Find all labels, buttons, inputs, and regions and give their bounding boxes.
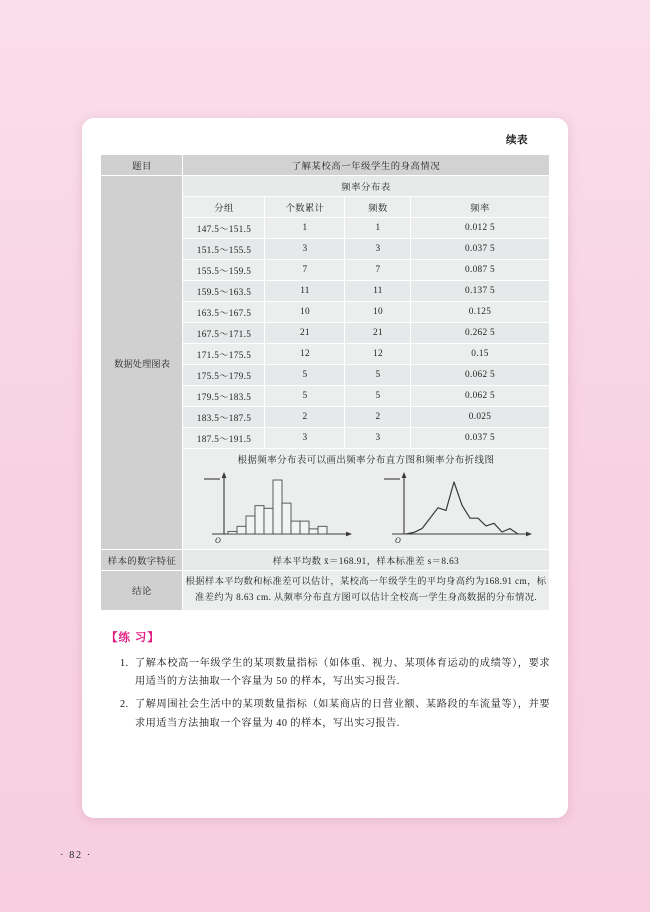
cell-frequency: 1 bbox=[345, 218, 411, 239]
cell-rate: 0.137 5 bbox=[411, 281, 549, 302]
cell-rate: 0.087 5 bbox=[411, 260, 549, 281]
cell-rate: 0.025 bbox=[411, 407, 549, 428]
svg-text:O: O bbox=[214, 536, 221, 545]
summary-table-body bbox=[101, 155, 549, 611]
cell-rate: 0.125 bbox=[411, 302, 549, 323]
content-sheet bbox=[82, 118, 568, 818]
topic-text: 了解某校高一年级学生的身高情况 bbox=[183, 155, 549, 176]
cell-cumulative: 5 bbox=[265, 365, 345, 386]
cell-frequency: 21 bbox=[345, 323, 411, 344]
conclusion-text: 根据样本平均数和标准差可以估计，某校高一年级学生的平均身高约为168.91 cm，标准差约为 8.63 cm. 从频率分布直方图可以估计全校高一学生身高数据的分布情况. bbox=[183, 571, 549, 611]
exercises-heading: 【练 习】 bbox=[106, 631, 160, 644]
col-header-rate: 频率 bbox=[411, 197, 549, 218]
chart-caption: 根据频率分布表可以画出频率分布直方图和频率分布折线图 bbox=[237, 456, 495, 466]
stats-text: 样本平均数 x̄＝168.91，样本标准差 s＝8.63 bbox=[183, 550, 549, 571]
summary-table bbox=[100, 154, 549, 611]
cell-rate: 0.15 bbox=[411, 344, 549, 365]
cell-frequency: 7 bbox=[345, 260, 411, 281]
row-title-conclusion: 结论 bbox=[101, 571, 183, 611]
row-title-data-charts: 数据处理图表 bbox=[101, 176, 183, 550]
charts-cell bbox=[183, 449, 549, 550]
cell-group: 183.5～187.5 bbox=[183, 407, 265, 428]
table-row-topic bbox=[101, 155, 549, 176]
cell-rate: 0.062 5 bbox=[411, 386, 549, 407]
list-item: 了解周围社会生活中的某项数量指标（如某商店的日营业额、某路段的车流量等），并要求用适当方法抽取一个容量为 40 的样本，写出实习报告. bbox=[135, 699, 550, 730]
cell-cumulative: 3 bbox=[265, 239, 345, 260]
cell-cumulative: 10 bbox=[265, 302, 345, 323]
cell-rate: 0.262 5 bbox=[411, 323, 549, 344]
cell-rate: 0.062 5 bbox=[411, 365, 549, 386]
cell-frequency: 2 bbox=[345, 407, 411, 428]
cell-frequency: 12 bbox=[345, 344, 411, 365]
cell-rate: 0.037 5 bbox=[411, 239, 549, 260]
cell-cumulative: 5 bbox=[265, 386, 345, 407]
cell-group: 155.5～159.5 bbox=[183, 260, 265, 281]
cell-frequency: 3 bbox=[345, 428, 411, 449]
polygon-line bbox=[406, 482, 518, 534]
svg-text:O: O bbox=[395, 536, 402, 545]
cell-cumulative: 12 bbox=[265, 344, 345, 365]
cell-cumulative: 7 bbox=[265, 260, 345, 281]
frequency-histogram bbox=[196, 468, 356, 546]
table-row-freq-title bbox=[101, 176, 549, 197]
cell-group: 147.5～151.5 bbox=[183, 218, 265, 239]
cell-cumulative: 11 bbox=[265, 281, 345, 302]
row-title-stats: 样本的数字特征 bbox=[101, 550, 183, 571]
cell-frequency: 5 bbox=[345, 365, 411, 386]
table-row-conclusion bbox=[101, 571, 549, 611]
col-header-group: 分组 bbox=[183, 197, 265, 218]
row-title-topic: 题目 bbox=[101, 155, 183, 176]
cell-group: 171.5～175.5 bbox=[183, 344, 265, 365]
freq-table-title: 频率分布表 bbox=[183, 176, 549, 197]
col-header-cumulative: 个数累计 bbox=[265, 197, 345, 218]
cell-frequency: 5 bbox=[345, 386, 411, 407]
cell-frequency: 11 bbox=[345, 281, 411, 302]
col-header-frequency: 频数 bbox=[345, 197, 411, 218]
cell-rate: 0.012 5 bbox=[411, 218, 549, 239]
exercises-section bbox=[100, 629, 550, 735]
cell-frequency: 3 bbox=[345, 239, 411, 260]
histogram-bars bbox=[228, 480, 327, 534]
continued-table-label: 续表 bbox=[506, 135, 528, 146]
cell-cumulative: 2 bbox=[265, 407, 345, 428]
charts-container bbox=[185, 468, 546, 546]
cell-cumulative: 21 bbox=[265, 323, 345, 344]
list-item: 了解本校高一年级学生的某项数量指标（如体重、视力、某项体育运动的成绩等），要求用适当的方法抽取一个容量为 50 的样本，写出实习报告. bbox=[135, 657, 550, 688]
cell-cumulative: 1 bbox=[265, 218, 345, 239]
cell-group: 159.5～163.5 bbox=[183, 281, 265, 302]
cell-rate: 0.037 5 bbox=[411, 428, 549, 449]
cell-group: 167.5～171.5 bbox=[183, 323, 265, 344]
cell-group: 151.5～155.5 bbox=[183, 239, 265, 260]
cell-group: 179.5～183.5 bbox=[183, 386, 265, 407]
cell-group: 163.5～167.5 bbox=[183, 302, 265, 323]
exercises-list bbox=[106, 655, 550, 735]
frequency-polygon-chart bbox=[376, 468, 536, 546]
table-row-stats bbox=[101, 550, 549, 571]
cell-group: 175.5～179.5 bbox=[183, 365, 265, 386]
page-number: · 82 · bbox=[60, 850, 92, 861]
cell-frequency: 10 bbox=[345, 302, 411, 323]
cell-cumulative: 3 bbox=[265, 428, 345, 449]
cell-group: 187.5～191.5 bbox=[183, 428, 265, 449]
